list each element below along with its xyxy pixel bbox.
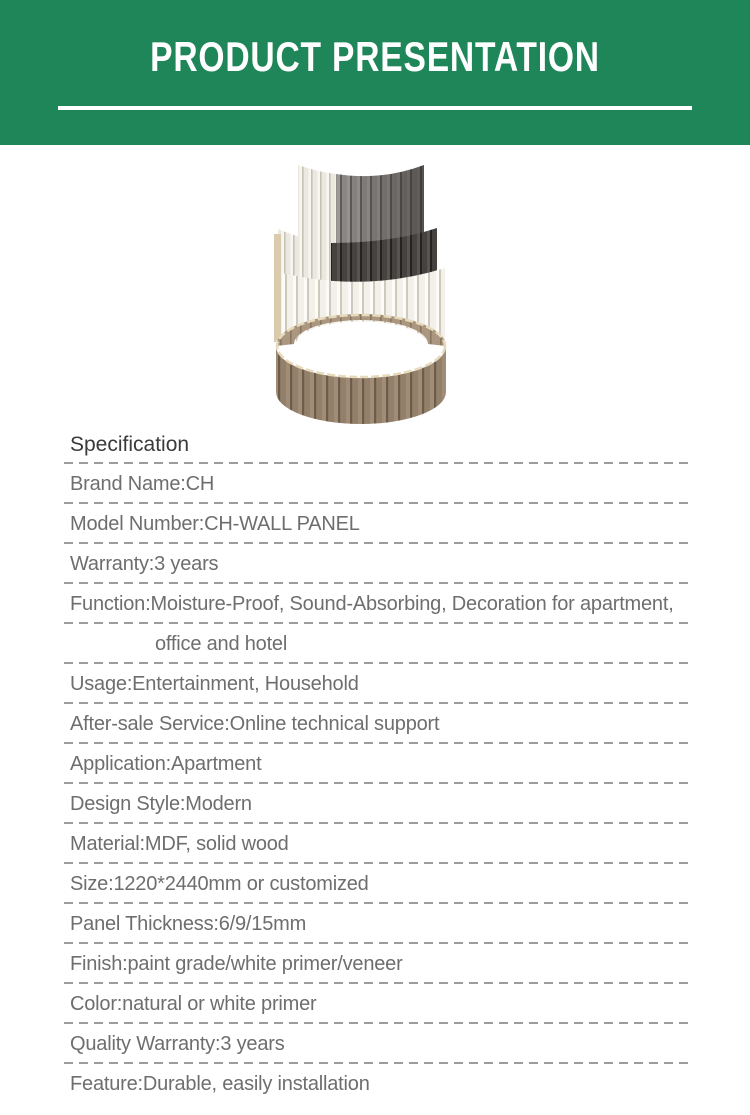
- product-image: [230, 150, 510, 430]
- spec-row-brand-name: Brand Name:CH: [64, 464, 694, 504]
- spec-row-finish: Finish:paint grade/white primer/veneer: [64, 944, 694, 984]
- spec-row-after-sale-service: After-sale Service:Online technical support: [64, 704, 694, 744]
- spec-row-application: Application:Apartment: [64, 744, 694, 784]
- spec-row-panel-thickness: Panel Thickness:6/9/15mm: [64, 904, 694, 944]
- spec-row-feature: Feature:Durable, easily installation: [70, 1073, 370, 1095]
- header-banner: [0, 0, 750, 145]
- spec-row-function-continued: office and hotel: [64, 624, 694, 664]
- spec-row-usage: Usage:Entertainment, Household: [64, 664, 694, 704]
- specification-section: [64, 431, 694, 1104]
- spec-row-material: Material:MDF, solid wood: [64, 824, 694, 864]
- spec-row-quality-warranty: Quality Warranty:3 years: [64, 1024, 694, 1064]
- title-underline: [58, 106, 692, 110]
- wall-panel-display-graphic: [230, 150, 510, 430]
- spec-row-design-style: Design Style:Modern: [64, 784, 694, 824]
- spec-row-warranty: Warranty:3 years: [64, 544, 694, 584]
- page-title: PRODUCT PRESENTATION: [150, 33, 600, 80]
- spec-row-function: Function:Moisture-Proof, Sound-Absorbing, Decoration for apartment,: [64, 584, 694, 624]
- spec-heading: Specification: [64, 431, 694, 464]
- spec-row-size: Size:1220*2440mm or customized: [64, 864, 694, 904]
- spec-row-color: Color:natural or white primer: [64, 984, 694, 1024]
- spec-row-model-number: Model Number:CH-WALL PANEL: [64, 504, 694, 544]
